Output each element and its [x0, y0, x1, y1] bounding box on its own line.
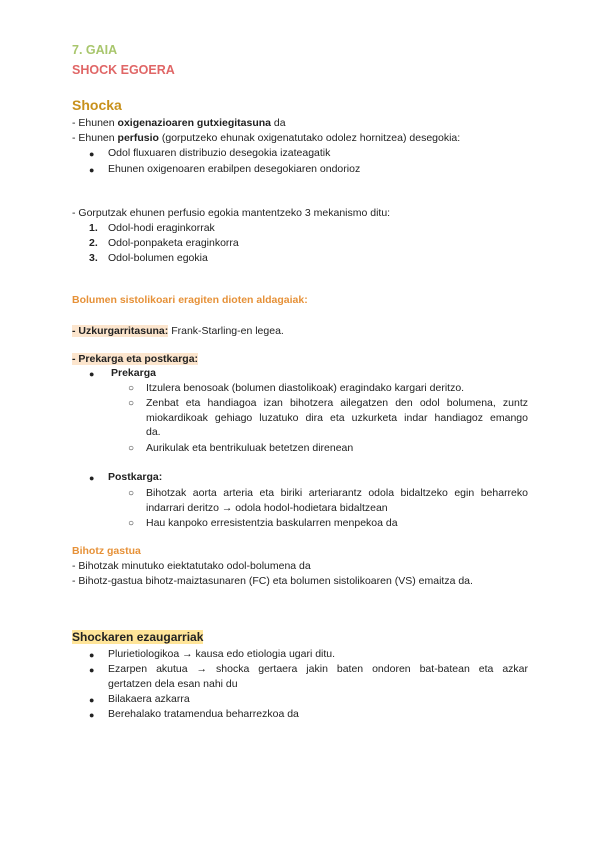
bullet-icon: ● [89, 665, 95, 675]
mechanisms-intro: - Gorputzak ehunen perfusio egokia mantentzeko 3 mekanismo ditu: [72, 207, 391, 219]
list-number: 1. [89, 222, 98, 234]
bullet-icon: ● [89, 369, 95, 379]
circle-bullet-icon: ○ [128, 443, 135, 454]
bullet-icon: ● [89, 710, 95, 720]
circle-bullet-icon: ○ [128, 383, 135, 394]
list-item: Ehunen oxigenoaren erabilpen desegokiaren ondorioz [108, 163, 361, 175]
list-item-cont: indarrari deritzo → odola hodol-hodietara bidaltzean [146, 502, 388, 514]
shocka-line-1: - Ehunen oxigenazioaren gutxiegitasuna da [72, 117, 286, 129]
section-title-ezaugarriak: Shockaren ezaugarriak [72, 630, 204, 644]
list-item-cont: gertatzen dela esan nahi du [108, 678, 238, 690]
list-item: Odol-bolumen egokia [108, 252, 208, 264]
circle-bullet-icon: ○ [128, 488, 135, 499]
section-title-shocka: Shocka [72, 97, 122, 113]
circle-bullet-icon: ○ [128, 518, 135, 529]
list-item: Odol-hodi eraginkorrak [108, 222, 215, 234]
bullet-icon: ● [89, 165, 95, 175]
bullet-icon: ● [89, 149, 95, 159]
list-item: Odol fluxuaren distribuzio desegokia izateagatik [108, 147, 331, 159]
list-item: Aurikulak eta bentrikuluak betetzen direnean [146, 442, 354, 454]
list-item-cont: miokardikoak gehiago luzatuko dira eta uzkurketa indar handiagoz emango [146, 412, 528, 424]
list-item: Hau kanpoko erresistentzia baskularren menpekoa da [146, 517, 398, 529]
list-number: 2. [89, 237, 98, 249]
list-item: Zenbat eta handiagoa izan bihotzera ailegatzen den odol bolumena, zuntz [146, 397, 528, 409]
uzkur-line: - Uzkurgarritasuna: Frank-Starling-en legea. [72, 325, 284, 337]
bullet-icon: ● [89, 650, 95, 660]
list-item: Plurietiologikoa → kausa edo etiologia ugari ditu. [108, 648, 336, 660]
section-title-gastua: Bihotz gastua [72, 545, 141, 557]
section-title-bolumen: Bolumen sistolikoari eragiten dioten aldagaiak: [72, 294, 308, 306]
list-item: Berehalako tratamendua beharrezkoa da [108, 708, 299, 720]
prepost-label: - Prekarga eta postkarga: [72, 353, 199, 365]
circle-bullet-icon: ○ [128, 398, 135, 409]
shocka-line-2: - Ehunen perfusio (gorputzeko ehunak oxigenatutako odolez hornitzea) desegokia: [72, 132, 461, 144]
list-item: Bilakaera azkarra [108, 693, 190, 705]
list-item-cont: da. [146, 426, 161, 438]
bullet-icon: ● [89, 695, 95, 705]
list-item: Ezarpen akutua → shocka gertaera jakin baten ondoren bat-batean eta azkar [108, 663, 528, 675]
bullet-icon: ● [89, 473, 95, 483]
prekarga-title: Prekarga [111, 367, 156, 379]
gastua-line-1: - Bihotzak minutuko eiektatutako odol-bolumena da [72, 560, 311, 572]
list-number: 3. [89, 252, 98, 264]
postkarga-title: Postkarga: [108, 471, 163, 483]
list-item: Odol-ponpaketa eraginkorra [108, 237, 239, 249]
list-item: Itzulera benosoak (bolumen diastolikoak) eragindako kargari deritzo. [146, 382, 465, 394]
gastua-line-2: - Bihotz-gastua bihotz-maiztasunaren (FC) eta bolumen sistolikoaren (VS) emaitza da. [72, 575, 473, 587]
topic-title: SHOCK EGOERA [72, 63, 175, 77]
list-item: Bihotzak aorta arteria eta biriki arteriarantz odola bidaltzeko egin beharreko [146, 487, 528, 499]
chapter-label: 7. GAIA [72, 43, 118, 57]
